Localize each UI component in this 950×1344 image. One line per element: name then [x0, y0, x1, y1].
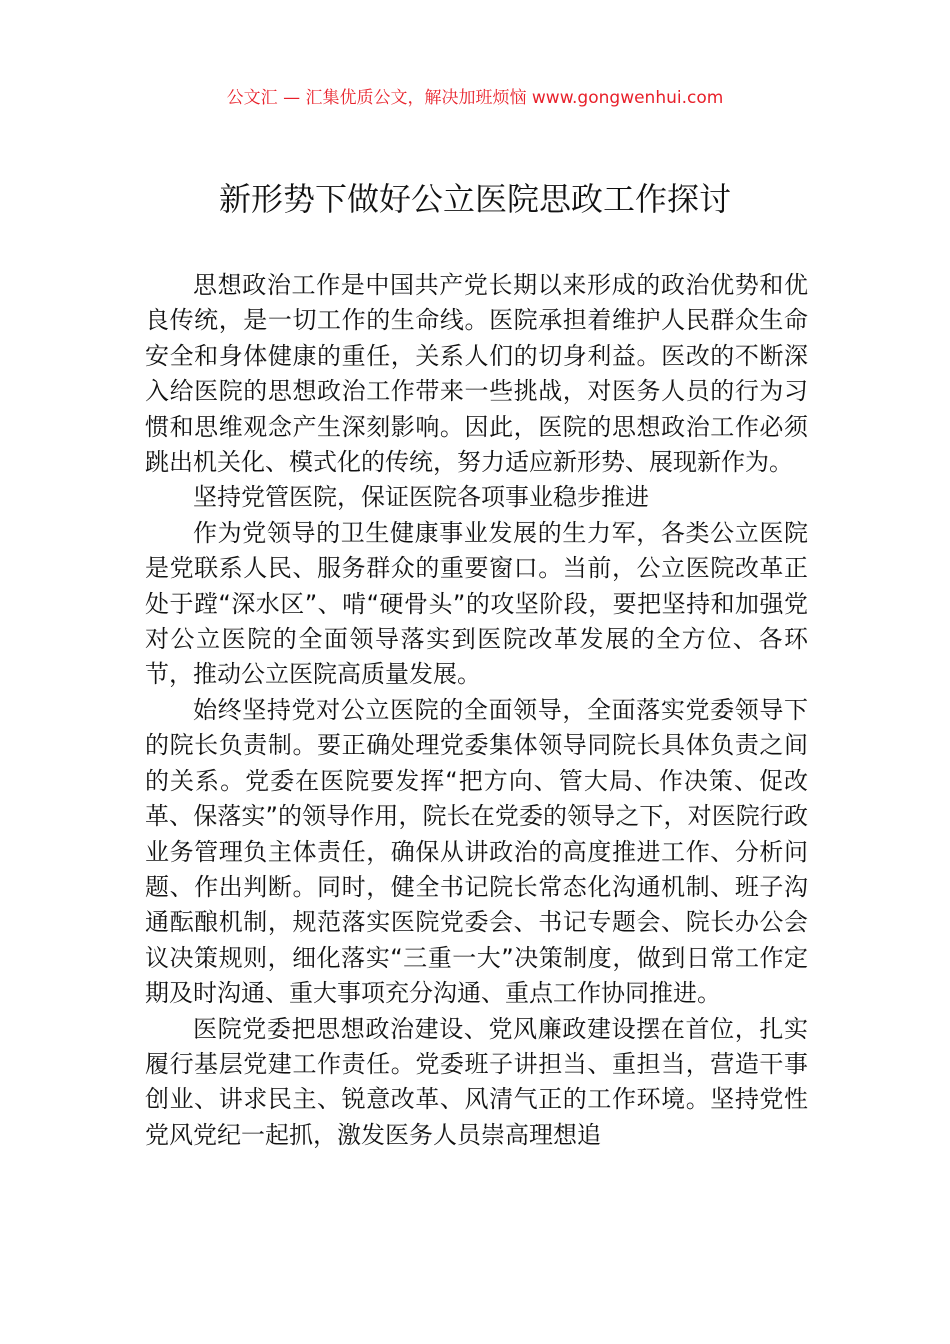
site-banner: 公文汇 — 汇集优质公文，解决加班烦恼 www.gongwenhui.com: [226, 88, 724, 108]
document-title: 新形势下做好公立医院思政工作探讨: [218, 180, 731, 218]
paragraph: 作为党领导的卫生健康事业发展的生力军，各类公立医院是党联系人民、服务群众的重要窗口。当前，公立医院改革正处于蹚“深水区”、啃“硬骨头”的攻坚阶段，要把坚持和加强党对公立医院的全面领导落实到医院改革发展的全方位、各环节，推动公立医院高质量发展。: [145, 518, 808, 689]
paragraph: 医院党委把思想政治建设、党风廉政建设摆在首位，扎实履行基层党建工作责任。党委班子讲担当、重担当，营造干事创业、讲求民主、锐意改革、风清气正的工作环境。坚持党性党风党纪一起抓，激发医务人员崇高理想追: [145, 1014, 808, 1149]
paragraph: 始终坚持党对公立医院的全面领导，全面落实党委领导下的院长负责制。要正确处理党委集体领导同院长具体负责之间的关系。党委在医院要发挥“把方向、管大局、作决策、促改革、保落实”的领导作用，院长在党委的领导之下，对医院行政业务管理负主体责任，确保从讲政治的高度推进工作、分析问题、作出判断。同时，健全书记院长常态化沟通机制、班子沟通酝酿机制，规范落实医院党委会、书记专题会、院长办公会议决策规则，细化落实“三重一大”决策制度，做到日常工作定期及时沟通、重大事项充分沟通、重点工作协同推进。: [145, 695, 808, 1008]
paragraph-intro: 思想政治工作是中国共产党长期以来形成的政治优势和优良传统，是一切工作的生命线。医院承担着维护人民群众生命安全和身体健康的重任，关系人们的切身利益。医改的不断深入给医院的思想政治工作带来一些挑战，对医务人员的行为习惯和思维观念产生深刻影响。因此，医院的思想政治工作必须跳出机关化、模式化的传统，努力适应新形势、展现新作为。: [145, 271, 808, 477]
section-heading: 坚持党管医院，保证医院各项事业稳步推进: [193, 483, 649, 512]
document-body: [145, 268, 808, 1153]
